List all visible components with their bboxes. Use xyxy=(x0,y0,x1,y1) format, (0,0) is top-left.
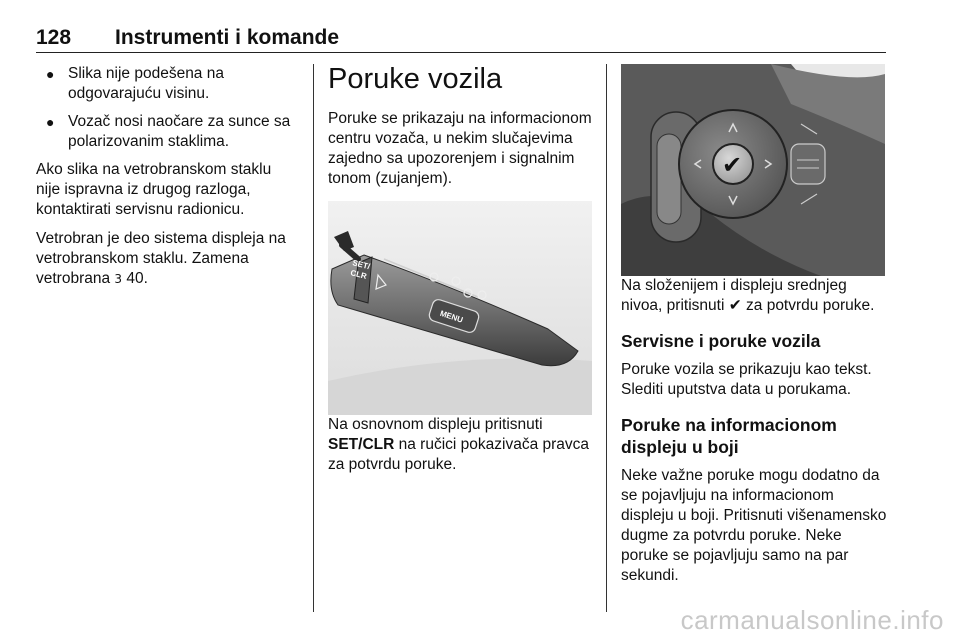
column-divider xyxy=(313,64,314,612)
subheading-color-display-messages: Poruke na informacionom displeju u boji xyxy=(621,415,837,457)
bullet-text: Slika nije podešena na odgovarajuću visinu. xyxy=(68,65,224,102)
page-reference-icon: 3 xyxy=(114,272,123,286)
watermark: carmanualsonline.info xyxy=(680,605,944,635)
bullet-text: Vozač nosi naočare za sunce sa polarizovanim staklima. xyxy=(68,113,291,150)
figure-caption: Na osnovnom displeju pritisnuti SET/CLR na ručici pokazivača pravca za potvrdu poruke. xyxy=(328,416,590,473)
page-header xyxy=(36,26,886,52)
bullet-dot-icon: ● xyxy=(46,66,55,82)
left-column xyxy=(36,64,298,298)
paragraph: Ako slika na vetrobranskom staklu nije ispravna iz drugog razloga, kontaktirati servisnu radionicu. xyxy=(36,161,272,218)
menu-label: MENU xyxy=(438,308,465,325)
bullet-item xyxy=(36,64,298,104)
paragraph: Poruke vozila se prikazuju kao tekst. Slediti uputstva data u porukama. xyxy=(621,361,872,398)
steering-wheel-illustration xyxy=(621,64,885,276)
page-title: Instrumenti i komande xyxy=(115,26,340,49)
column-divider xyxy=(606,64,607,612)
check-icon: ✔ xyxy=(728,297,742,314)
paragraph-text: Vetrobran je deo sistema displeja na vetrobranskom staklu. Zamena vetrobrana xyxy=(36,230,286,287)
set-label: SET/ xyxy=(351,258,371,272)
right-column xyxy=(621,64,887,595)
subheading-service-messages: Servisne i poruke vozila xyxy=(621,331,821,351)
page-reference-link[interactable]: 40. xyxy=(126,270,148,287)
bullet-item xyxy=(36,112,298,152)
header-divider xyxy=(36,52,886,53)
middle-column xyxy=(328,64,592,484)
bullet-dot-icon: ● xyxy=(46,114,55,130)
paragraph: Neke važne poruke mogu dodatno da se pojavljuju na informacionom displeju u boji. Pritisnuti višenamensko dugme za potvrdu poruke. Neke poruke se pojavljuju samo na par sekundi. xyxy=(621,467,887,584)
stalk-illustration xyxy=(328,201,592,415)
set-clr-label: SET/CLR xyxy=(328,436,395,453)
clr-label: CLR xyxy=(349,268,368,281)
confirm-check-icon: ✔ xyxy=(722,151,743,179)
paragraph-reference xyxy=(36,229,298,289)
figure-caption: Na složenijem i displeju srednjeg nivoa, pritisnuti ✔ za potvrdu poruke. xyxy=(621,277,875,314)
section-heading: Poruke vozila xyxy=(328,63,503,95)
page-number: 128 xyxy=(36,26,72,49)
paragraph: Poruke se prikazaju na informacionom centru vozača, u nekim slučajevima zajedno sa upozorenjem i signalnim tonom (zujanjem). xyxy=(328,110,592,187)
